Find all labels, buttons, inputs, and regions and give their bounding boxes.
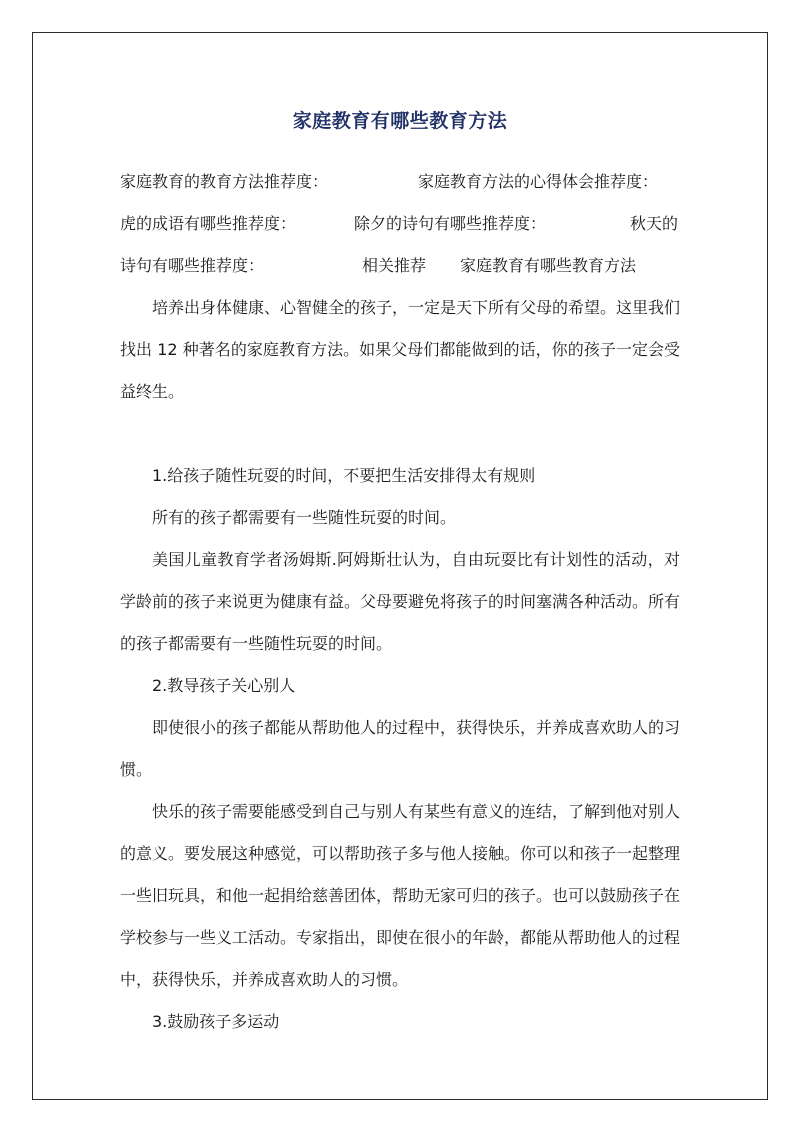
related-label: 相关推荐 bbox=[362, 256, 427, 275]
section-2-heading: 2.教导孩子关心别人 bbox=[152, 676, 296, 695]
section-1-para-2-line-2: 学龄前的孩子来说更为健康有益。父母要避免将孩子的时间塞满各种活动。所有 bbox=[120, 592, 681, 611]
document-title: 家庭教育有哪些教育方法 bbox=[292, 110, 508, 132]
section-1-para-2-line-1: 美国儿童教育学者汤姆斯.阿姆斯壮认为，自由玩耍比有计划性的活动，对 bbox=[152, 550, 680, 569]
section-2-para-2-line-2: 的意义。要发展这种感觉，可以帮助孩子多与他人接触。你可以和孩子一起整理 bbox=[120, 844, 681, 863]
recommend-link-2[interactable]: 家庭教育方法的心得体会推荐度： bbox=[418, 172, 659, 191]
section-1-para-2-line-3: 的孩子都需要有一些随性玩耍的时间。 bbox=[120, 634, 393, 653]
section-1-heading: 1.给孩子随性玩耍的时间，不要把生活安排得太有规则 bbox=[152, 466, 536, 485]
intro-line-3: 益终生。 bbox=[120, 382, 185, 401]
section-3-heading: 3.鼓励孩子多运动 bbox=[152, 1012, 280, 1031]
related-link[interactable]: 家庭教育有哪些教育方法 bbox=[460, 256, 637, 275]
recommend-link-4[interactable]: 除夕的诗句有哪些推荐度： bbox=[354, 214, 547, 233]
recommend-link-1[interactable]: 家庭教育的教育方法推荐度： bbox=[120, 172, 329, 191]
section-2-para-1-line-1: 即使很小的孩子都能从帮助他人的过程中，获得快乐，并养成喜欢助人的习 bbox=[152, 718, 681, 737]
section-2-para-1-line-2: 惯。 bbox=[120, 760, 153, 779]
recommend-link-5-part1[interactable]: 秋天的 bbox=[630, 214, 679, 233]
section-2-para-2-line-4: 学校参与一些义工活动。专家指出，即使在很小的年龄，都能从帮助他人的过程 bbox=[120, 928, 681, 947]
section-1-para-1: 所有的孩子都需要有一些随性玩耍的时间。 bbox=[152, 508, 457, 527]
intro-line-1: 培养出身体健康、心智健全的孩子，一定是天下所有父母的希望。这里我们 bbox=[152, 298, 681, 317]
section-2-para-2-line-1: 快乐的孩子需要能感受到自己与别人有某些有意义的连结，了解到他对别人 bbox=[152, 802, 681, 821]
section-2-para-2-line-3: 一些旧玩具，和他一起捐给慈善团体，帮助无家可归的孩子。也可以鼓励孩子在 bbox=[120, 886, 681, 905]
section-2-para-2-line-5: 中，获得快乐，并养成喜欢助人的习惯。 bbox=[120, 970, 409, 989]
recommend-link-5-part2[interactable]: 诗句有哪些推荐度： bbox=[120, 256, 265, 275]
recommend-link-3[interactable]: 虎的成语有哪些推荐度： bbox=[120, 214, 297, 233]
intro-line-2: 找出 12 种著名的家庭教育方法。如果父母们都能做到的话，你的孩子一定会受 bbox=[120, 340, 680, 359]
